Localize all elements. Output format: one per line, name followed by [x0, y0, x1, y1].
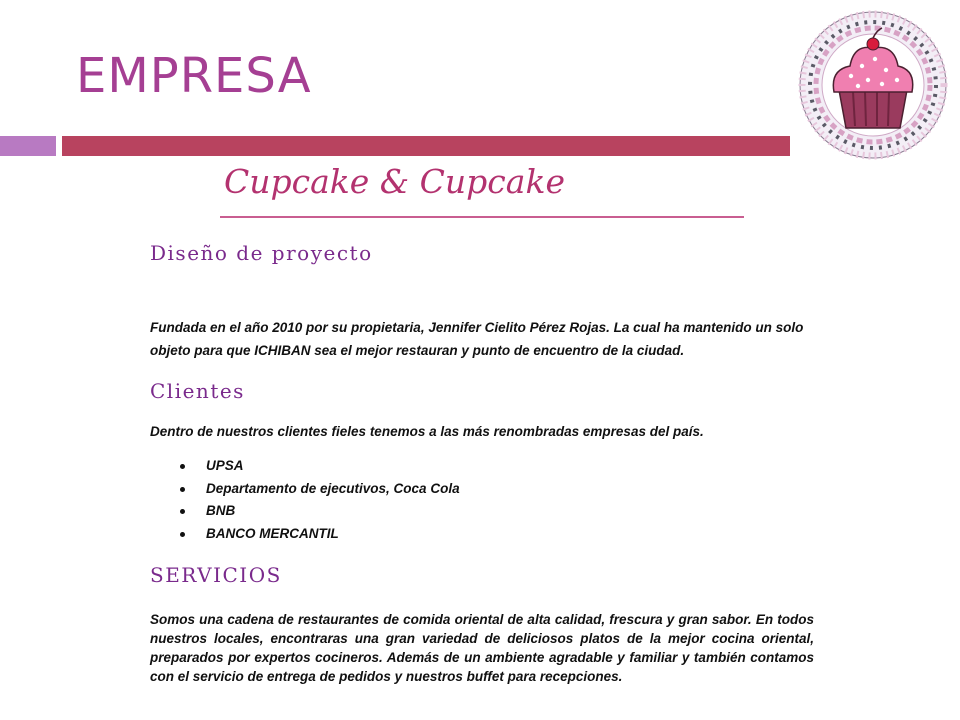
section-heading-diseno: Diseño de proyecto [150, 241, 373, 265]
list-item: BNB [206, 500, 460, 523]
client-list [206, 455, 460, 545]
list-item: BANCO MERCANTIL [206, 523, 460, 546]
heading-underline [220, 216, 744, 218]
section-heading-servicios: SERVICIOS [150, 563, 282, 587]
paragraph-servicios: Somos una cadena de restaurantes de comida oriental de alta calidad, frescura y gran sabor. En todos nuestros locales, encontraras una gran variedad de deliciosos platos de la mejor cocina oriental, preparados por expertos cocineros. Además de un ambiente agradable y familiar y también contamos con el servicio de entrega de pedidos y nuestros buffet para recepciones. [150, 612, 814, 684]
title-accent-bar [62, 136, 790, 156]
list-item: UPSA [206, 455, 460, 478]
slide-title: EMPRESA [76, 48, 312, 104]
list-item: Departamento de ejecutivos, Coca Cola [206, 478, 460, 501]
cupcake-icon [798, 10, 948, 160]
paragraph-clientes: Dentro de nuestros clientes fieles tenemos a las más renombradas empresas del país. [150, 424, 704, 439]
document-heading: Cupcake & Cupcake [224, 162, 565, 201]
section-heading-clientes: Clientes [150, 379, 245, 403]
title-accent-bar-left [0, 136, 56, 156]
paragraph-diseno: Fundada en el año 2010 por su propietaria, Jennifer Cielito Pérez Rojas. La cual ha mantenido un solo objeto para que ICHIBAN sea el mejor restauran y punto de encuentro de la ciudad. [150, 320, 804, 358]
